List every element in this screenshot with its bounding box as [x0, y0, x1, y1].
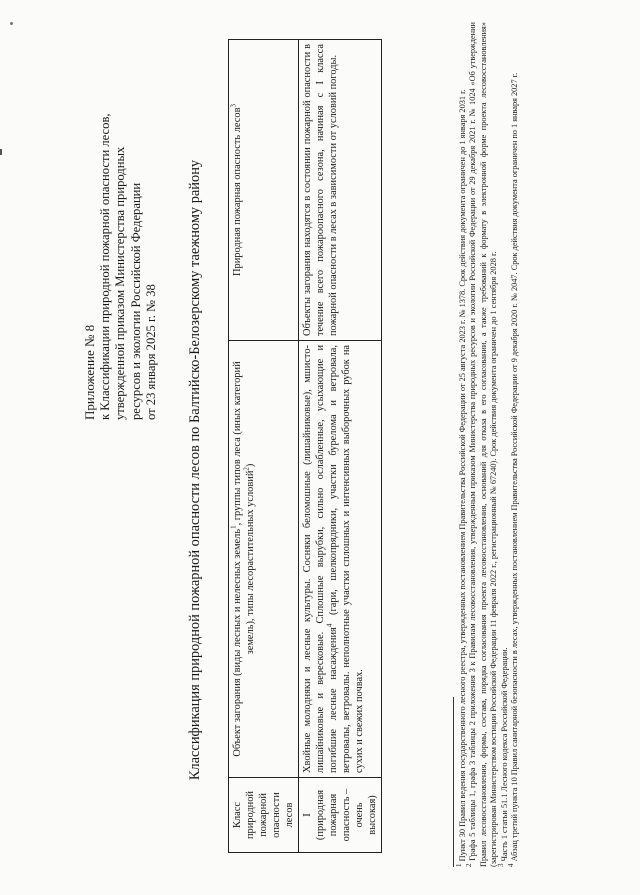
object-text: (гари, шелкопрядники, участки бурелома и ветровала, ветровалы, ветровалы. неполнотные участки сплошных и интенсивных выборочных рубок на сухих и свежих почвах.	[328, 345, 365, 773]
footnote-text: Часть 1 статьи 51.1 Лесного кодекса Российской Федерации.	[499, 647, 509, 862]
table-header-row	[229, 40, 299, 853]
footnotes	[455, 22, 520, 867]
header-object	[229, 341, 299, 778]
table-row	[299, 40, 382, 853]
footnote-text: Пункт 30 Правил ведения государственного лесного реестра, утвержденных постановлением Правительства Российской Федерации от 25 августа 2023 г. № 1378. Срок действия документа ограничен до 1 января 2031 г.	[458, 89, 467, 862]
class-description: (природная пожарная опасность – очень высокая)	[315, 788, 378, 842]
footnote	[496, 22, 510, 867]
footnote	[455, 22, 468, 867]
footnote-divider	[453, 697, 454, 867]
footnote-mark: 4	[507, 863, 516, 867]
hazard-text: Объекты загорания находятся в состоянии пожарной опасности в течение всего пожароопасного сезона, начиная с I класса пожарной опасности в лесах в зависимости от условий погоды.	[302, 44, 339, 336]
header-hazard	[229, 40, 299, 341]
header-object-text: , группы типов леса (иных категорий земель), типы лесорастительных условий	[232, 361, 256, 655]
appendix-header-line: от 23 января 2025 г. № 38	[144, 284, 158, 420]
header-class	[229, 778, 299, 853]
footnote	[507, 22, 520, 867]
cell-hazard	[299, 40, 382, 341]
footnote-mark: 1	[455, 863, 464, 867]
footnote-text: Графа 5 таблицы 1, графа 3 таблицы 2 приложения 3 к Правилам лесовосстановления, утвержденным приказом Министерства природных ресурсов и экологии Российской Федерации от 29 декабря 2021 г. № 1024 «Об утверждении Правил лесовосстановления, формы, состава, порядка согласования проекта лесовосстановления, оснований для отказа в его согласовании, а также требований к формату в электронной форме проекта лесовосстановления» (зарегистрирован Министерством юстиции Российской Федерации 11 февраля 2022 г., регистрационный № 67240). Срок действия документа ограничен до 1 сентября 2028 г.	[468, 22, 499, 867]
footnote-ref: 4	[325, 623, 334, 628]
footnote	[465, 22, 499, 867]
footnote-mark: 3	[496, 863, 505, 867]
footnote-text: Абзац третий пункта 10 Правил санитарной безопасности в лесах, утвержденных постановлением Правительства Российской Федерации от 9 декабря 2020 г. № 2047. Срок действия документа ограничен по 1 января 2027 г.	[510, 72, 520, 862]
header-hazard-text: Природная пожарная опасность лесов	[232, 107, 243, 276]
scan-artifact	[0, 149, 2, 155]
scan-artifact	[10, 22, 13, 25]
footnote-ref: 3	[229, 104, 238, 108]
footnote-ref: 2	[242, 467, 251, 471]
header-object-text: )	[245, 463, 256, 468]
appendix-header-line: утвержденной приказом Министерства природных	[113, 146, 127, 420]
appendix-number: Приложение № 8	[82, 324, 97, 420]
appendix-header-line: к Классификации природной пожарной опасности лесов,	[97, 113, 112, 420]
footnote-mark: 2	[465, 863, 474, 867]
header-class-text: Класс природной пожарной опасности лесов	[232, 791, 295, 840]
appendix-header-line: ресурсов и экологии Российской Федерации	[128, 182, 143, 420]
cell-object	[299, 341, 382, 778]
class-numeral: I	[302, 813, 313, 817]
document-title: Классификация природной пожарной опасности лесов по Балтийско-Белозерскому таежному району	[187, 159, 203, 781]
cell-class	[299, 778, 382, 853]
header-object-text: Объект загорания (виды лесных и нелесных земель	[232, 528, 243, 757]
object-text: Хвойные молодняки и лесные культуры. Сосняки беломошные (лишайниковые), мшисто-лишайниковые и вересковые. Сплошные вырубки, сильно ослабленные, усыхающие и погибшие лесные насаждения	[302, 345, 339, 773]
classification-table	[228, 39, 382, 853]
appendix-header	[82, 40, 160, 420]
footnote-ref: 1	[229, 525, 238, 529]
